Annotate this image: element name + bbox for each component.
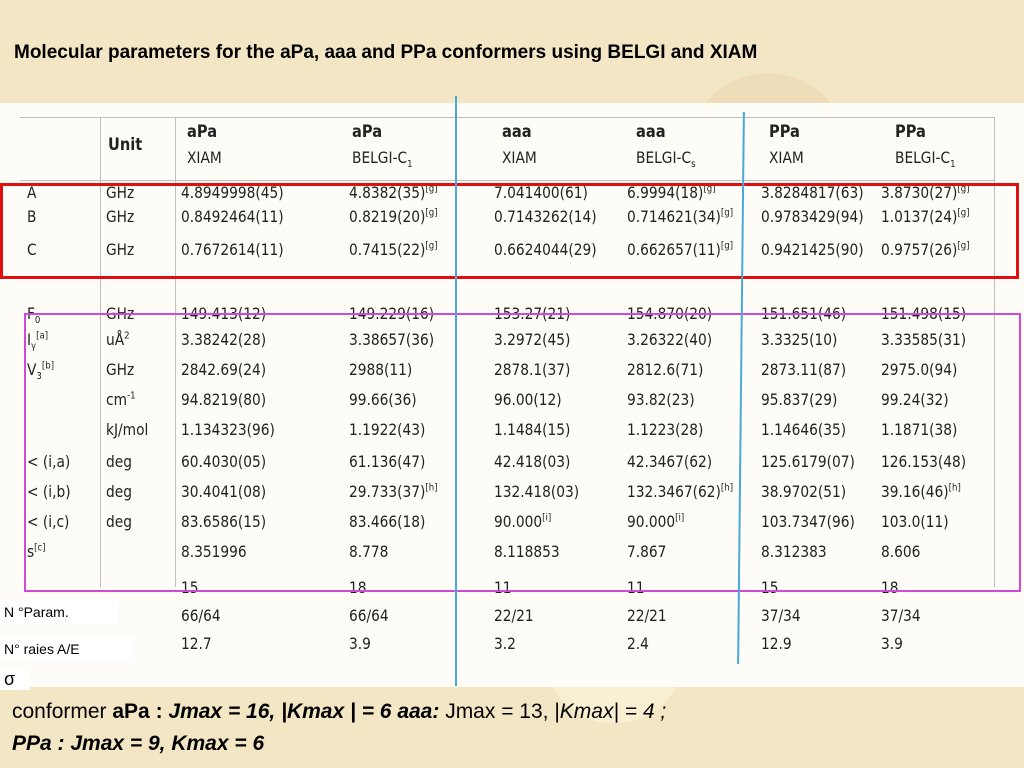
table-cell-text: 0.8219(20) <box>349 207 426 226</box>
table-cell-text: 1.1922(43) <box>349 420 426 439</box>
table-cell-text: 96.00(12) <box>494 390 562 409</box>
row-label: s[c] <box>27 542 46 561</box>
row-label: A <box>27 183 37 202</box>
table-cell-text: 153.27(21) <box>494 304 571 323</box>
col-5-conformer: PPa <box>769 122 800 142</box>
table-cell-text: 3.8284817(63) <box>761 183 864 202</box>
col-4-conformer: aaa <box>636 122 666 142</box>
footnote-mark: [g] <box>957 207 970 219</box>
table-cell-text: 103.7347(96) <box>761 512 855 531</box>
col-4-program: BELGI-$C_s$ <box>636 148 696 171</box>
row-label: < (i,c) <box>27 512 70 531</box>
table-cell-text: 37/34 <box>761 606 801 625</box>
table-cell-text: 6.9994(18) <box>627 183 704 202</box>
table-cell-text: 12.9 <box>761 634 792 653</box>
table-cell-text: 4.8382(35) <box>349 183 426 202</box>
table-cell-text: 0.714621(34) <box>627 207 721 226</box>
col-1-conformer: aPa <box>187 122 218 142</box>
table-cell <box>761 607 801 625</box>
row-label: $F_0$ <box>27 304 41 327</box>
footer-line-2: PPa : Jmax = 9, Kmax = 6 <box>12 732 265 755</box>
table-cell-text: 66/64 <box>349 606 389 625</box>
row-unit: GHz <box>106 240 135 259</box>
table-cell <box>181 635 212 653</box>
table-cell-text: 0.7672614(11) <box>181 240 284 259</box>
table-cell <box>881 635 903 653</box>
table-cell-text: 3.38242(28) <box>181 330 267 349</box>
table-cell <box>349 635 371 653</box>
footnote-mark: [h] <box>948 482 961 494</box>
footer-conformer-label: conformer <box>12 700 113 723</box>
table-cell-text: 11 <box>494 578 512 597</box>
table-cell-text: 0.7415(22) <box>349 240 426 259</box>
table-cell <box>627 635 649 653</box>
table-cell-text: 29.733(37) <box>349 482 426 501</box>
separator-line-1 <box>455 96 457 686</box>
unit-header: Unit <box>108 135 143 155</box>
col-6-conformer: PPa <box>895 122 926 142</box>
table-cell-text: 2878.1(37) <box>494 360 571 379</box>
table-cell-text: 0.9421425(90) <box>761 240 864 259</box>
footer-apa-values: Jmax = 16, |Kmax | = 6 <box>168 700 398 723</box>
table-cell-text: 83.6586(15) <box>181 512 267 531</box>
table-cell <box>627 607 667 625</box>
table-cell-text: 2812.6(71) <box>627 360 704 379</box>
table-cell-text: 94.8219(80) <box>181 390 267 409</box>
table-cell-text: 8.351996 <box>181 542 247 561</box>
table-cell-text: 1.1223(28) <box>627 420 704 439</box>
footer-aaa-kmax: Kmax <box>559 700 614 723</box>
table-cell-text: 15 <box>761 578 779 597</box>
col-5-program: XIAM <box>769 148 804 167</box>
footer-aaa-label: aaa: <box>397 700 446 723</box>
col-3-program: XIAM <box>502 148 537 167</box>
table-cell-text: 126.153(48) <box>881 452 967 471</box>
table-cell-text: 18 <box>881 578 899 597</box>
table-cell-text: 22/21 <box>627 606 667 625</box>
footer-line-1 <box>12 700 1012 724</box>
table-cell <box>181 607 221 625</box>
table-cell-text: 0.9757(26) <box>881 240 958 259</box>
table-cell-text: 1.1871(38) <box>881 420 958 439</box>
footnote-mark: [g] <box>425 207 438 219</box>
row-label: C <box>27 240 37 259</box>
footnote-mark: [b] <box>41 360 55 372</box>
table-cell-text: 0.662657(11) <box>627 240 721 259</box>
table-cell-text: 37/34 <box>881 606 921 625</box>
table-cell-text: 8.778 <box>349 542 389 561</box>
table-cell-text: 3.9 <box>881 634 903 653</box>
footnote-mark: [g] <box>720 207 734 219</box>
table-cell-text: 18 <box>349 578 367 597</box>
table-cell-text: 38.9702(51) <box>761 482 847 501</box>
table-cell-text: 132.3467(62) <box>627 482 721 501</box>
note-n-raies: N° raies A/E <box>0 637 133 661</box>
table-cell-text: 125.6179(07) <box>761 452 855 471</box>
row-unit: kJ/mol <box>106 420 149 439</box>
footnote-mark: [g] <box>703 183 716 195</box>
footnote-mark: [g] <box>957 183 970 195</box>
table-cell <box>494 635 516 653</box>
footnote-mark: [h] <box>720 482 734 494</box>
footnote-mark: [g] <box>425 240 438 252</box>
table-cell-text: 0.7143262(14) <box>494 207 597 226</box>
table-cell-text: 149.413(12) <box>181 304 267 323</box>
page-title: Molecular parameters for the aPa, aaa and PPa conformers using BELGI and XIAM <box>14 42 758 63</box>
table-cell-text: 154.870(20) <box>627 304 713 323</box>
table-cell-text: 0.6624044(29) <box>494 240 597 259</box>
table-cell-text: 151.651(46) <box>761 304 847 323</box>
table-cell-text: 1.1484(15) <box>494 420 571 439</box>
table-cell-text: 1.14646(35) <box>761 420 847 439</box>
table-cell-text: 60.4030(05) <box>181 452 267 471</box>
table-cell-text: 3.26322(40) <box>627 330 713 349</box>
table-cell-text: 2842.69(24) <box>181 360 267 379</box>
footnote-mark: [c] <box>34 542 46 554</box>
header-divider <box>20 180 994 181</box>
table-cell-text: 22/21 <box>494 606 534 625</box>
table-cell-text: 99.24(32) <box>881 390 949 409</box>
table-cell-text: 7.041400(61) <box>494 183 588 202</box>
table-cell-text: 93.82(23) <box>627 390 695 409</box>
row-unit: $cm^{-1}$ <box>106 390 136 409</box>
footnote-mark: [i] <box>542 512 552 524</box>
row-unit: GHz <box>106 207 135 226</box>
col-6-program: BELGI-$C_1$ <box>895 148 956 171</box>
footer-aaa-kmax-value: | = 4 ; <box>613 700 667 723</box>
table-cell-text: 8.118853 <box>494 542 560 561</box>
table-cell-text: 99.66(36) <box>349 390 417 409</box>
row-label: < (i,a) <box>27 452 71 471</box>
col-2-conformer: aPa <box>352 122 383 142</box>
table-cell-text: 1.0137(24) <box>881 207 958 226</box>
table-cell-text: 0.8492464(11) <box>181 207 284 226</box>
table-cell-text: 149.229(16) <box>349 304 435 323</box>
table-cell <box>494 607 534 625</box>
rotational-constants-highlight <box>0 183 1019 279</box>
table-cell-text: 95.837(29) <box>761 390 838 409</box>
table-cell-text: 61.136(47) <box>349 452 426 471</box>
row-label: < (i,b) <box>27 482 71 501</box>
row-unit: deg <box>106 452 132 471</box>
row-unit: GHz <box>106 183 135 202</box>
table-cell <box>881 607 921 625</box>
footnote-mark: [h] <box>425 482 438 494</box>
table-cell-text: 90.000 <box>494 512 543 531</box>
table-cell-text: 3.9 <box>349 634 371 653</box>
table-cell-text: 8.606 <box>881 542 921 561</box>
table-cell-text: 39.16(46) <box>881 482 949 501</box>
row-label: $V_3[b]$ <box>27 360 55 383</box>
table-cell-text: 0.9783429(94) <box>761 207 864 226</box>
footnote-mark: [g] <box>957 240 970 252</box>
row-unit: deg <box>106 512 132 531</box>
table-cell-text: 8.312383 <box>761 542 827 561</box>
row-label: $I_\gamma[a]$ <box>27 330 49 353</box>
table-cell-text: 42.418(03) <box>494 452 571 471</box>
footnote-mark: [i] <box>675 512 685 524</box>
footnote-mark: [a] <box>36 330 49 342</box>
table-cell-text: 2988(11) <box>349 360 413 379</box>
row-unit: $uÅ^2$ <box>106 330 130 349</box>
table-cell-text: 7.867 <box>627 542 667 561</box>
table-cell <box>761 635 792 653</box>
table-cell-text: 90.000 <box>627 512 676 531</box>
table-cell-text: 2975.0(94) <box>881 360 958 379</box>
internal-rotation-highlight <box>24 313 1021 592</box>
table-cell-text: 4.8949998(45) <box>181 183 284 202</box>
table-cell-text: 2873.11(87) <box>761 360 847 379</box>
note-n-param: N °Param. <box>0 600 118 624</box>
row-unit: deg <box>106 482 132 501</box>
note-sigma: σ <box>0 668 30 690</box>
table-cell-text: 151.498(15) <box>881 304 967 323</box>
table-cell <box>349 607 389 625</box>
footer-apa-label: aPa : <box>112 700 169 723</box>
table-cell-text: 83.466(18) <box>349 512 426 531</box>
row-label: B <box>27 207 37 226</box>
table-cell-text: 15 <box>181 578 199 597</box>
row-unit: GHz <box>106 304 135 323</box>
table-cell-text: 103.0(11) <box>881 512 949 531</box>
table-cell-text: 3.33585(31) <box>881 330 967 349</box>
table-cell-text: 30.4041(08) <box>181 482 267 501</box>
col-2-program: BELGI-$C_1$ <box>352 148 413 171</box>
table-cell-text: 3.2 <box>494 634 516 653</box>
table-cell-text: 3.8730(27) <box>881 183 958 202</box>
table-cell-text: 66/64 <box>181 606 221 625</box>
col-3-conformer: aaa <box>502 122 532 142</box>
table-cell-text: 1.134323(96) <box>181 420 275 439</box>
col-1-program: XIAM <box>187 148 222 167</box>
row-unit: GHz <box>106 360 135 379</box>
footnote-mark: [g] <box>425 183 438 195</box>
table-cell-text: 11 <box>627 578 645 597</box>
table-cell-text: 3.38657(36) <box>349 330 435 349</box>
table-cell-text: 132.418(03) <box>494 482 580 501</box>
table-cell-text: 42.3467(62) <box>627 452 713 471</box>
table-top-border <box>20 117 994 118</box>
table-cell-text: 12.7 <box>181 634 212 653</box>
table-cell-text: 2.4 <box>627 634 649 653</box>
footnote-mark: [g] <box>720 240 734 252</box>
table-cell-text: 3.3325(10) <box>761 330 838 349</box>
footer-aaa-jmax: Jmax = 13, | <box>445 700 560 723</box>
table-cell-text: 3.2972(45) <box>494 330 571 349</box>
